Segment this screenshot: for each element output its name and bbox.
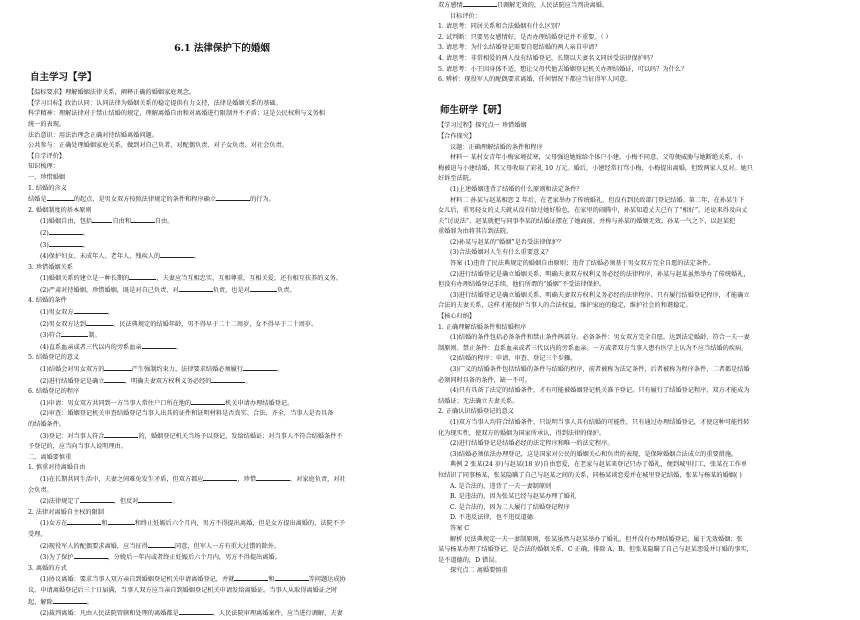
- text-line: 【自学评价】: [28, 152, 66, 160]
- text-line: 材料二 孙某与赵某相恋 2 年后，在老家举办了传统婚礼，但没有到民政部门登记结婚。第二年，在孙某生下: [450, 196, 745, 204]
- text-line: 结婚是 的起点，是男女双方按照法律规定的条件和程序确立 的行为。: [28, 196, 275, 204]
- text-line: 化为现实性，使双方的婚姻为国家所承认，得到法律的保护。: [438, 429, 606, 437]
- fill-blank[interactable]: [67, 518, 101, 525]
- text-line: 1. 请思考：同居关系和合法婚姻有什么区别？: [438, 23, 564, 31]
- research-heading: 师生研学【研】: [440, 104, 507, 116]
- fill-blank[interactable]: [179, 285, 213, 292]
- text-line: 某与杨某办理了结婚登记，是合法的婚姻关系，C 正确，排除 A、B。但张某隐瞒了自己与赵某恋爱并订婚的事实，: [438, 546, 753, 554]
- text-line: 探究点二 离婚要慎重: [450, 567, 508, 575]
- text-line: 结婚证；无法确立夫妻关系。: [438, 397, 519, 405]
- text-line: (2)裁判离婚：凡由人民法院管辖和处理的离婚都是 。人民法院审理离婚案件，应当进行调解，夫妻: [40, 610, 343, 618]
- text-line: (3)合法婚姻对人生有什么重要意义？: [450, 249, 552, 257]
- text-line: 重婚罪为由将其告到法院。: [438, 228, 513, 236]
- text-line: (1)双方当事人均符合结婚条件，只说明当事人具有结婚的可能性，只有通过办理结婚登记，才使这种可能性转: [450, 418, 750, 426]
- fill-blank[interactable]: [104, 376, 124, 383]
- text-line: 但没有办理结婚登记手续，他们所谓的“婚姻”不受法律保护。: [438, 281, 606, 289]
- fill-blank[interactable]: [108, 518, 135, 525]
- text-line: (2)进行结婚登记是确立婚姻关系、明确夫妻双方权利义务必经的法律程序，孙某与赵某虽然举办了传统婚礼，: [450, 270, 750, 278]
- fill-blank[interactable]: [74, 307, 108, 314]
- text-line: (1)申请：男女双方共同到一方当事人常住户口所在地的 机关申请办理结婚登记。: [40, 399, 294, 407]
- text-line: (3)进行结婚登记是确立婚姻关系、明确夫妻双方权利义务必经的法律程序。只有履行结婚登记程序，才能确立: [450, 291, 750, 299]
- text-line: 二、离婚要慎重: [28, 453, 72, 461]
- text-line: (4)直系血亲或者三代以内的旁系血亲 。: [40, 343, 182, 351]
- text-line: 会负责。: [28, 486, 53, 494]
- fill-blank[interactable]: [53, 597, 87, 604]
- text-line: 2. 法律对离婚自主权的限制: [28, 508, 104, 516]
- text-line: 是不道德的，D 错误。: [438, 556, 501, 564]
- text-line: 1. 结婚的含义: [28, 184, 67, 192]
- text-line: (2)审查：婚姻登记机关审查结婚登记当事人出具的证件和证明材料是否真实、合法、齐全，当事人是否具备: [40, 410, 334, 418]
- text-line: 2. 婚姻制度的基本原则: [28, 206, 92, 214]
- text-line: 3. 珍惜婚姻关系: [28, 263, 73, 271]
- text-line: (3) 。: [40, 241, 89, 249]
- document-title: 6.1 法律保护下的婚姻: [174, 43, 270, 54]
- fill-blank[interactable]: [191, 398, 225, 405]
- text-line: 议。申请离婚登记后三十日届满，当事人双方应当亲自到婚姻登记机关申请发给离婚证。当事人从取得离婚证之时: [28, 586, 338, 594]
- text-line: (2)法律规定了 ，但反对 。: [40, 498, 179, 506]
- left-body-text: [28, 88, 416, 620]
- fill-blank[interactable]: [74, 552, 108, 559]
- text-line: (1)结婚的条件包括必备条件和禁止条件两部分。必备条件：男女双方完全自愿，达到法定婚龄，符合一夫一妻: [450, 334, 750, 342]
- text-line: 法治意识：用法治理念正确对待结婚离婚问题。: [28, 131, 158, 139]
- text-line: 5. 请思考：小王因身体不适，想让父母代他去婚姻登记机关办理结婚证，可以吗？为什么？: [438, 65, 688, 73]
- fill-blank[interactable]: [104, 364, 131, 371]
- text-line: 一、珍惜婚姻: [28, 173, 66, 181]
- text-line: 科学精神：理解法律对于禁止结婚的规定，理解离婚自由和对离婚进行限制并不矛盾；这是公民权利与义务相: [28, 110, 325, 118]
- text-line: 位结识了同事杨某，张某隐瞒了自己与赵某之间的关系，同杨某谈恋爱并在城里登记结婚，张某与杨某的婚姻( ): [438, 471, 742, 479]
- text-line: 目标评价：: [450, 12, 481, 20]
- fill-blank[interactable]: [138, 496, 172, 503]
- text-line: D. 不违反法律，也不违反道德: [450, 514, 533, 522]
- text-line: 2. 试判断：只要男女感情好，是否办理结婚登记并不重要。（ ）: [438, 33, 612, 41]
- fill-blank[interactable]: [234, 574, 268, 581]
- text-line: 3. 请思考：为什么结婚登记需要自愿结婚的两人亲自申请？: [438, 44, 601, 52]
- text-line: 夫“讨说法”，赵某就把与同事李某的结婚证摆在了她面前，并称与孙某的婚姻无效。孙某一气之下，以赵某犯: [438, 217, 736, 225]
- text-line: 2. 正确认识结婚登记的意义: [438, 408, 514, 416]
- text-line: (4)只有具备了法定的结婚条件，才有可能被婚姻登记机关准予登记。只有履行了结婚登记程序，双方才能成为: [450, 387, 750, 395]
- text-line: (2)严肃对待婚姻，珍惜婚姻，既是对自己负责、对 负责，也是对 负责。: [40, 286, 296, 294]
- fill-blank[interactable]: [86, 319, 113, 326]
- text-line: 6. 辨析：现役军人的配偶要求离婚，任何情况下都应当征得军人同意。: [438, 76, 632, 84]
- left-column: [28, 0, 416, 620]
- fill-blank[interactable]: [250, 285, 277, 292]
- text-line: 3. 离婚的方式: [28, 564, 67, 572]
- fill-blank[interactable]: [148, 541, 175, 548]
- fill-blank[interactable]: [179, 608, 213, 615]
- text-line: (1)结婚会对男女双方的 产生强制约束力，法律要求结婚必须履行 。: [40, 366, 284, 374]
- text-line: (2)结婚的程序：申请、审查、登记三个步骤。: [450, 355, 577, 363]
- text-line: 答案 C: [450, 524, 470, 532]
- text-line: (1)在长期共同生活中，夫妻之间难免发生矛盾，但双方都应 ，珍惜 ，对家庭负责，对社: [40, 475, 346, 483]
- text-line: 制原则。禁止条件：直系血亲或者三代以内的旁系血亲。一方或者双方当事人患有医学上认为不应当结婚的疾病。: [438, 344, 748, 352]
- text-line: 5. 结婚登记的意义: [28, 354, 80, 362]
- text-line: 起，解除 。: [28, 598, 93, 606]
- text-line: (4)保护妇女、未成年人、老年人、残疾人的 。: [40, 253, 201, 261]
- text-line: 【核心归纳】: [438, 313, 476, 321]
- text-line: (3)符合 制。: [40, 332, 101, 340]
- fill-blank[interactable]: [142, 342, 176, 349]
- text-line: 材料一 某村女青年小梅家境贫寒，父母强迫她嫁给个体户小建，小梅不同意，父母便威胁与她断绝关系，小: [450, 154, 743, 162]
- text-line: (3)为了保护 ，分娩后一年内或者终止妊娠后六个月内，男方不得提出离婚。: [40, 554, 281, 562]
- text-line: (1)婚姻自由，包括 自由和 自由。: [40, 218, 174, 226]
- text-line: 的结婚条件。: [28, 421, 66, 428]
- text-line: (3)结婚必须依法办理登记，这是国家对公民的婚姻关心和负责的表现，是保障婚姻合法成立的重要措施。: [450, 450, 738, 458]
- text-line: 解析 民法典规定一夫一妻制原则，张某虽然与赵某举办了婚礼，但并没有办理结婚登记，属于无效婚姻；张: [450, 535, 743, 543]
- fill-blank[interactable]: [131, 216, 155, 223]
- fill-blank[interactable]: [92, 216, 112, 223]
- text-line: 【学习目标】政治认同：认同法律为婚姻关系的稳定提供有力支持，法律是婚姻关系的基础。: [28, 99, 282, 107]
- right-column: [438, 0, 838, 577]
- text-line: 统一的表现。: [28, 120, 66, 128]
- text-line: 【学习过程】探究点一 珍惜婚姻: [438, 122, 527, 130]
- fill-blank[interactable]: [203, 474, 237, 481]
- fill-blank[interactable]: [211, 376, 245, 383]
- text-line: 1. 正确理解结婚条件和结婚程序: [438, 323, 527, 331]
- text-line: 合法的夫妻关系，这样才能保护当事人的合法权益，维护家庭的稳定，维护社会的和谐稳定。: [438, 302, 692, 310]
- text-line: 好诉至法院。: [438, 175, 476, 183]
- text-line: 予登记的，应当向当事人说明理由。: [28, 443, 127, 451]
- right-body-text: [438, 121, 838, 577]
- text-line: (3)登记：对当事人符合 的，婚姻登记机关当场予以登记，发给结婚证；对当事人不符合结婚条件不: [40, 432, 343, 440]
- text-line: C. 是合法的，因为二人履行了结婚登记程序: [450, 503, 570, 511]
- text-line: (2)男女双方达到 。民法典规定的结婚年龄，男不得早于二十二周岁，女不得早于二十周岁。: [40, 320, 318, 328]
- text-line: (2)进行结婚登记是结婚必经的法定程序和唯一的法定程序。: [450, 440, 614, 448]
- text-line: 答案 (1)违背了民法典规定的婚姻自由原则；违背了结婚必须基于男女双方完全自愿的法定条件。: [450, 260, 715, 268]
- fill-blank[interactable]: [463, 0, 497, 7]
- text-line: 双方感情 且调解无效的，人民法院应当判决离婚。: [438, 2, 609, 9]
- self-study-heading: 自主学习【学】: [30, 71, 97, 83]
- fill-blank[interactable]: [80, 496, 114, 503]
- text-line: B. 是违法的，因为张某已经与赵某办理了婚礼: [450, 493, 577, 501]
- fill-blank[interactable]: [49, 240, 83, 247]
- text-line: 梅被迫与小建结婚，其父母收取了彩礼 10 万元。婚后，小建经常打骂小梅，小梅提出离婚，但致两家人反对。她只: [438, 164, 753, 172]
- fill-blank[interactable]: [104, 431, 138, 438]
- text-line: (1)上述婚姻违背了结婚的什么原则和法定条件？: [450, 185, 583, 193]
- fill-blank[interactable]: [275, 574, 309, 581]
- text-line: (1)男女双方 。: [40, 309, 114, 317]
- fill-blank[interactable]: [256, 474, 290, 481]
- text-line: (2)孙某与赵某的“婚姻”是否受法律保护？: [450, 238, 565, 246]
- text-line: 受理。: [28, 530, 47, 538]
- text-line: 【温标要求】理解婚姻法律关系，阐释正确的婚姻家庭观念。: [28, 89, 196, 97]
- text-line: 4. 请思考：非常相爱的两人没有结婚登记，长期以夫妻名义同居受法律保护吗？: [438, 54, 657, 62]
- right-intro-text: [438, 0, 838, 86]
- text-line: 女儿后，重男轻女的丈夫就从没有给过她好脸色，在家里的闹腾中，孙某知道丈夫已有了“相好”，还说来得及向丈: [438, 207, 748, 215]
- fill-blank[interactable]: [49, 228, 83, 235]
- text-line: 公共参与：正确处理婚姻家庭关系，做到对自己负者、对配偶负责、对子女负责、对社会负责。: [28, 142, 288, 150]
- text-line: 知识梳理：: [28, 163, 59, 171]
- text-line: 必须同时具备的条件，缺一不可。: [438, 376, 531, 384]
- fill-blank[interactable]: [216, 194, 250, 201]
- text-line: (2)进行结婚登记是确立 ，明确夫妻双方权利义务必经的 。: [40, 377, 252, 385]
- text-line: 4. 结婚的条件: [28, 297, 67, 305]
- fill-blank[interactable]: [129, 273, 156, 280]
- text-line: 1. 慎重对待离婚自由: [28, 464, 86, 472]
- text-line: 6. 结婚登记的程序: [28, 388, 80, 396]
- fill-blank[interactable]: [47, 194, 74, 201]
- fill-blank[interactable]: [61, 330, 88, 337]
- text-line: 典例 2 张某(24 岁)与赵某(18 岁)自由恋爱，在老家与赵某来登记只办了婚礼，便到城里打工，张某在工作单: [450, 461, 748, 469]
- text-line: (2) 。: [40, 229, 89, 237]
- text-line: 【合作探究】: [438, 132, 476, 140]
- text-line: (2)现役军人的配偶要求离婚，应当征得 同意，但军人一方有重大过错的除外。: [40, 542, 281, 550]
- text-line: A. 是合法的，违背了一夫一妻制原则: [450, 482, 552, 490]
- text-line: (3)广义的结婚条件包括结婚的条件与结婚的程序，前者被称为法定条件，后者被称为程序条件，二者都是结婚: [450, 366, 750, 373]
- text-line: (1)女方在 和 和终止妊娠后六个月内，男方不得提出离婚，但是女方提出离婚的，法院不予: [40, 520, 346, 528]
- fill-blank[interactable]: [243, 364, 277, 371]
- text-line: 议题：正确理解结婚的条件和程序: [450, 143, 543, 151]
- text-line: (1)婚姻关系的建立是一种长期的 ，夫妻应当互相忠实，互相尊重，互相关爱，还有相互扶养的义务。: [40, 275, 343, 283]
- fill-blank[interactable]: [160, 251, 194, 258]
- text-line: (1)协议离婚：要求当事人双方亲自到婚姻登记机关申请离婚登记，并就 和 等问题达成协: [40, 576, 346, 584]
